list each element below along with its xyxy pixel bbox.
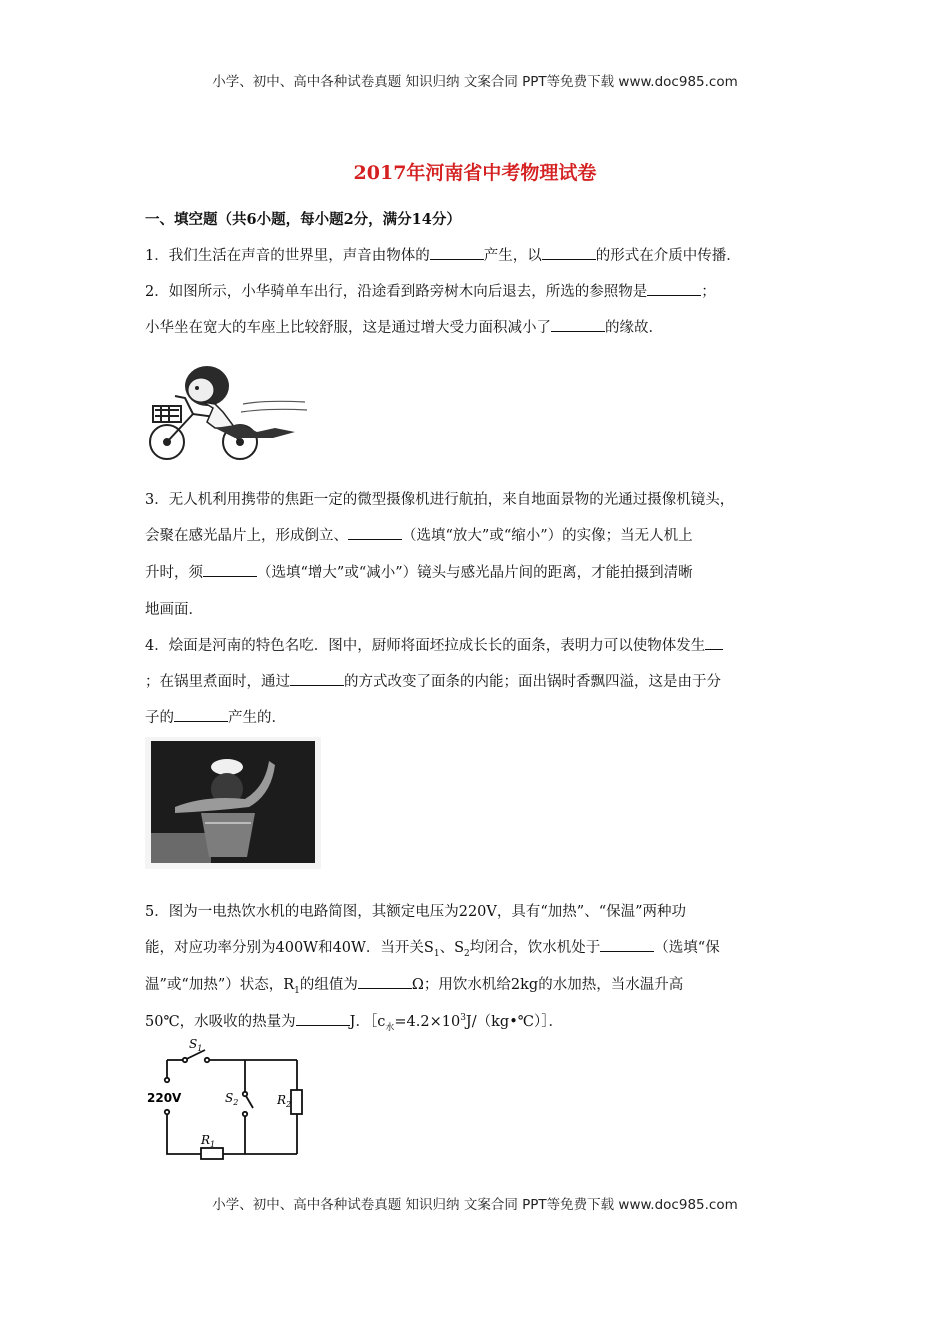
question-5-line-1: 5．图为一电热饮水机的电路简图，其额定电压为220V，具有“加热”、“保温”两种功 [145,904,687,920]
answer-blank[interactable] [542,247,596,260]
page-header: 小学、初中、高中各种试卷真题 知识归纳 文案合同 PPT等免费下载 www.doc985.com [212,74,738,90]
page-title: 2017年河南省中考物理试卷 [353,162,597,184]
resistor-r1-label: $R_1$ [201,1133,216,1149]
question-3-line-1: 3．无人机利用携带的焦距一定的微型摄像机进行航拍，来自地面景物的光通过摄像机镜头， [145,492,735,508]
page-footer: 小学、初中、高中各种试卷真题 知识归纳 文案合同 PPT等免费下载 www.doc985.com [212,1197,738,1213]
answer-blank[interactable] [348,527,402,540]
question-2-line-1: 2．如图所示，小华骑单车出行，沿途看到路旁树木向后退去，所选的参照物是 ； [145,284,716,300]
question-3-line-2: 会聚在感光晶片上，形成倒立、 （选填“放大”或“缩小”）的实像；当无人机上 [145,528,693,544]
chef-noodle-photo [145,737,321,869]
answer-blank[interactable] [290,673,344,686]
switch-s2-label: $S_2$ [225,1091,239,1107]
question-5-line-2: 能，对应功率分别为400W和40W．当开关$S_1$、$S_2$均闭合，饮水机处于 （选填“保 [145,940,720,959]
circuit-diagram [145,1036,321,1168]
question-4-line-2: ；在锅里煮面时，通过 的方式改变了面条的内能；面出锅时香飘四溢，这是由于分 [145,674,721,690]
answer-blank[interactable] [296,1013,350,1026]
answer-blank[interactable] [705,637,723,650]
voltage-label: 220V [147,1091,182,1105]
question-5-line-3: 温”或“加热”）状态，$R_1$的组值为 Ω；用饮水机给2kg的水加热，当水温升高 [145,977,684,996]
answer-blank[interactable] [647,283,701,296]
question-4-line-3: 子的 产生的． [145,710,286,726]
switch-s1-label: $S_1$ [189,1037,203,1053]
answer-blank[interactable] [600,939,654,952]
answer-blank[interactable] [551,319,605,332]
answer-blank[interactable] [203,564,257,577]
section-heading: 一、填空题（共6小题，每小题2分，满分14分） [145,211,461,228]
answer-blank[interactable] [430,247,484,260]
question-1: 1．我们生活在声音的世界里，声音由物体的 产生，以 的形式在介质中传播． [145,248,741,264]
resistor-r2-label: $R_2$ [277,1093,292,1109]
question-5-line-4: 50℃，水吸收的热量为 J．$[c_水=4.2\times 10^3J/(kg•℃)]$． [145,1013,563,1033]
question-2-line-2: 小华坐在宽大的车座上比较舒服，这是通过增大受力面积减小了 的缘故． [145,320,663,336]
question-3-line-3: 升时，须 （选填“增大”或“减小”）镜头与感光晶片间的距离，才能拍摄到清晰 [145,565,693,581]
question-3-line-4: 地画面． [145,602,203,618]
answer-blank[interactable] [358,976,412,989]
question-4-line-1: 4．烩面是河南的特色名吃．图中，厨师将面坯拉成长长的面条，表明力可以使物体发生 [145,634,723,655]
answer-blank[interactable] [174,709,228,722]
bicycle-rider-figure [145,346,315,466]
